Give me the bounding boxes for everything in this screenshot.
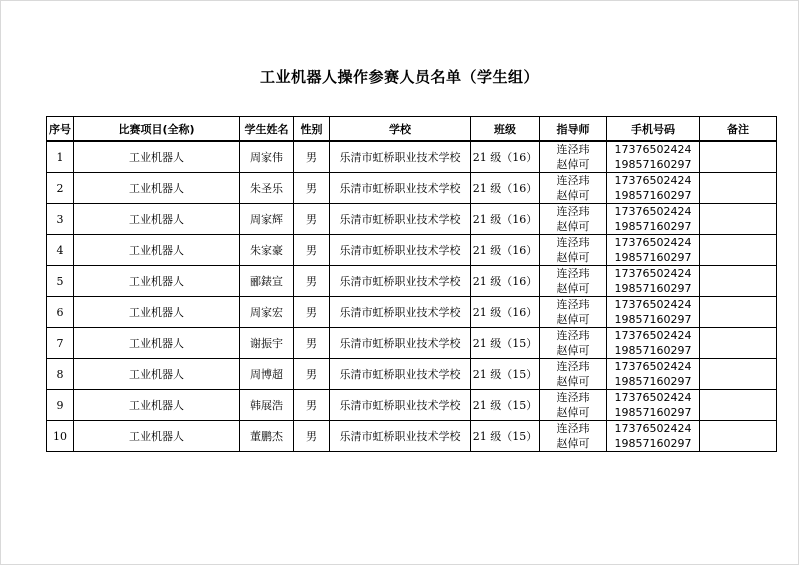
teacher-2: 赵倬可	[556, 251, 590, 264]
table-row	[47, 204, 777, 235]
cell-note	[700, 421, 777, 452]
header-event: 比赛项目(全称)	[74, 117, 240, 142]
cell-no: 7	[47, 328, 74, 359]
cell-school: 乐清市虹桥职业技术学校	[330, 421, 471, 452]
cell-event: 工业机器人	[74, 359, 240, 390]
teacher-1: 连泾玮	[556, 174, 590, 187]
cell-class: 21 级（15）	[471, 421, 540, 452]
cell-class: 21 级（16）	[471, 204, 540, 235]
teacher-2: 赵倬可	[556, 375, 590, 388]
cell-school: 乐清市虹桥职业技术学校	[330, 359, 471, 390]
cell-phone	[607, 141, 700, 173]
participant-table	[46, 116, 777, 452]
cell-name: 周家宏	[240, 297, 294, 328]
cell-note	[700, 390, 777, 421]
cell-teacher	[540, 297, 607, 328]
header-no: 序号	[47, 117, 74, 142]
cell-name: 周家伟	[240, 141, 294, 173]
cell-teacher	[540, 328, 607, 359]
phone-2: 19857160297	[614, 220, 692, 233]
teacher-1: 连泾玮	[556, 391, 590, 404]
cell-class: 21 级（15）	[471, 328, 540, 359]
cell-phone	[607, 266, 700, 297]
cell-gender: 男	[294, 297, 330, 328]
cell-note	[700, 297, 777, 328]
cell-event: 工业机器人	[74, 235, 240, 266]
cell-class: 21 级（16）	[471, 266, 540, 297]
teacher-1: 连泾玮	[556, 143, 590, 156]
cell-school: 乐清市虹桥职业技术学校	[330, 173, 471, 204]
cell-phone	[607, 235, 700, 266]
cell-teacher	[540, 359, 607, 390]
cell-gender: 男	[294, 173, 330, 204]
cell-note	[700, 141, 777, 173]
cell-class: 21 级（16）	[471, 173, 540, 204]
phone-2: 19857160297	[614, 406, 692, 419]
teacher-2: 赵倬可	[556, 406, 590, 419]
cell-phone	[607, 328, 700, 359]
cell-school: 乐清市虹桥职业技术学校	[330, 141, 471, 173]
cell-teacher	[540, 141, 607, 173]
cell-gender: 男	[294, 204, 330, 235]
cell-name: 朱家豪	[240, 235, 294, 266]
cell-no: 4	[47, 235, 74, 266]
table-row	[47, 141, 777, 173]
teacher-2: 赵倬可	[556, 282, 590, 295]
phone-1: 17376502424	[614, 205, 692, 218]
cell-class: 21 级（16）	[471, 297, 540, 328]
cell-event: 工业机器人	[74, 328, 240, 359]
cell-gender: 男	[294, 266, 330, 297]
teacher-1: 连泾玮	[556, 205, 590, 218]
cell-phone	[607, 359, 700, 390]
teacher-1: 连泾玮	[556, 298, 590, 311]
cell-gender: 男	[294, 421, 330, 452]
cell-school: 乐清市虹桥职业技术学校	[330, 266, 471, 297]
table-row	[47, 235, 777, 266]
cell-teacher	[540, 204, 607, 235]
header-school: 学校	[330, 117, 471, 142]
document-title: 工业机器人操作参赛人员名单（学生组）	[259, 68, 539, 86]
cell-no: 6	[47, 297, 74, 328]
teacher-1: 连泾玮	[556, 236, 590, 249]
cell-school: 乐清市虹桥职业技术学校	[330, 297, 471, 328]
phone-1: 17376502424	[614, 391, 692, 404]
cell-name: 周博超	[240, 359, 294, 390]
header-gender: 性别	[294, 117, 330, 142]
phone-2: 19857160297	[614, 189, 692, 202]
cell-phone	[607, 421, 700, 452]
table-row	[47, 266, 777, 297]
phone-2: 19857160297	[614, 282, 692, 295]
cell-no: 3	[47, 204, 74, 235]
cell-note	[700, 235, 777, 266]
cell-phone	[607, 173, 700, 204]
header-note: 备注	[700, 117, 777, 142]
phone-2: 19857160297	[614, 437, 692, 450]
cell-teacher	[540, 266, 607, 297]
phone-1: 17376502424	[614, 143, 692, 156]
phone-1: 17376502424	[614, 174, 692, 187]
phone-2: 19857160297	[614, 344, 692, 357]
cell-class: 21 级（15）	[471, 359, 540, 390]
table-row	[47, 328, 777, 359]
phone-1: 17376502424	[614, 329, 692, 342]
teacher-2: 赵倬可	[556, 313, 590, 326]
cell-name: 郦錶宣	[240, 266, 294, 297]
teacher-1: 连泾玮	[556, 422, 590, 435]
cell-no: 2	[47, 173, 74, 204]
cell-note	[700, 266, 777, 297]
cell-no: 1	[47, 141, 74, 173]
phone-1: 17376502424	[614, 236, 692, 249]
cell-no: 10	[47, 421, 74, 452]
teacher-2: 赵倬可	[556, 220, 590, 233]
table-row	[47, 390, 777, 421]
cell-class: 21 级（15）	[471, 390, 540, 421]
phone-2: 19857160297	[614, 158, 692, 171]
cell-gender: 男	[294, 141, 330, 173]
phone-1: 17376502424	[614, 360, 692, 373]
header-teacher: 指导师	[540, 117, 607, 142]
cell-teacher	[540, 390, 607, 421]
cell-gender: 男	[294, 390, 330, 421]
cell-school: 乐清市虹桥职业技术学校	[330, 204, 471, 235]
cell-event: 工业机器人	[74, 141, 240, 173]
header-row	[47, 117, 777, 142]
teacher-1: 连泾玮	[556, 267, 590, 280]
cell-school: 乐清市虹桥职业技术学校	[330, 390, 471, 421]
teacher-2: 赵倬可	[556, 189, 590, 202]
table-row	[47, 421, 777, 452]
table-body	[47, 141, 777, 452]
cell-class: 21 级（16）	[471, 141, 540, 173]
cell-event: 工业机器人	[74, 266, 240, 297]
cell-note	[700, 173, 777, 204]
cell-event: 工业机器人	[74, 297, 240, 328]
cell-teacher	[540, 235, 607, 266]
teacher-2: 赵倬可	[556, 437, 590, 450]
phone-2: 19857160297	[614, 251, 692, 264]
table-row	[47, 297, 777, 328]
cell-name: 韩展浩	[240, 390, 294, 421]
cell-phone	[607, 204, 700, 235]
phone-1: 17376502424	[614, 422, 692, 435]
cell-no: 9	[47, 390, 74, 421]
cell-no: 8	[47, 359, 74, 390]
cell-phone	[607, 390, 700, 421]
cell-school: 乐清市虹桥职业技术学校	[330, 235, 471, 266]
cell-school: 乐清市虹桥职业技术学校	[330, 328, 471, 359]
cell-event: 工业机器人	[74, 390, 240, 421]
table-row	[47, 359, 777, 390]
cell-gender: 男	[294, 359, 330, 390]
phone-2: 19857160297	[614, 313, 692, 326]
teacher-1: 连泾玮	[556, 329, 590, 342]
teacher-2: 赵倬可	[556, 158, 590, 171]
cell-class: 21 级（16）	[471, 235, 540, 266]
phone-1: 17376502424	[614, 298, 692, 311]
cell-name: 谢振宇	[240, 328, 294, 359]
teacher-1: 连泾玮	[556, 360, 590, 373]
cell-phone	[607, 297, 700, 328]
cell-name: 董鹏杰	[240, 421, 294, 452]
header-class: 班级	[471, 117, 540, 142]
cell-teacher	[540, 421, 607, 452]
cell-name: 周家辉	[240, 204, 294, 235]
phone-2: 19857160297	[614, 375, 692, 388]
cell-gender: 男	[294, 235, 330, 266]
cell-event: 工业机器人	[74, 204, 240, 235]
phone-1: 17376502424	[614, 267, 692, 280]
cell-note	[700, 359, 777, 390]
cell-no: 5	[47, 266, 74, 297]
header-phone: 手机号码	[607, 117, 700, 142]
cell-note	[700, 328, 777, 359]
cell-name: 朱圣乐	[240, 173, 294, 204]
teacher-2: 赵倬可	[556, 344, 590, 357]
header-name: 学生姓名	[240, 117, 294, 142]
cell-event: 工业机器人	[74, 173, 240, 204]
cell-note	[700, 204, 777, 235]
cell-event: 工业机器人	[74, 421, 240, 452]
cell-gender: 男	[294, 328, 330, 359]
table-row	[47, 173, 777, 204]
cell-teacher	[540, 173, 607, 204]
